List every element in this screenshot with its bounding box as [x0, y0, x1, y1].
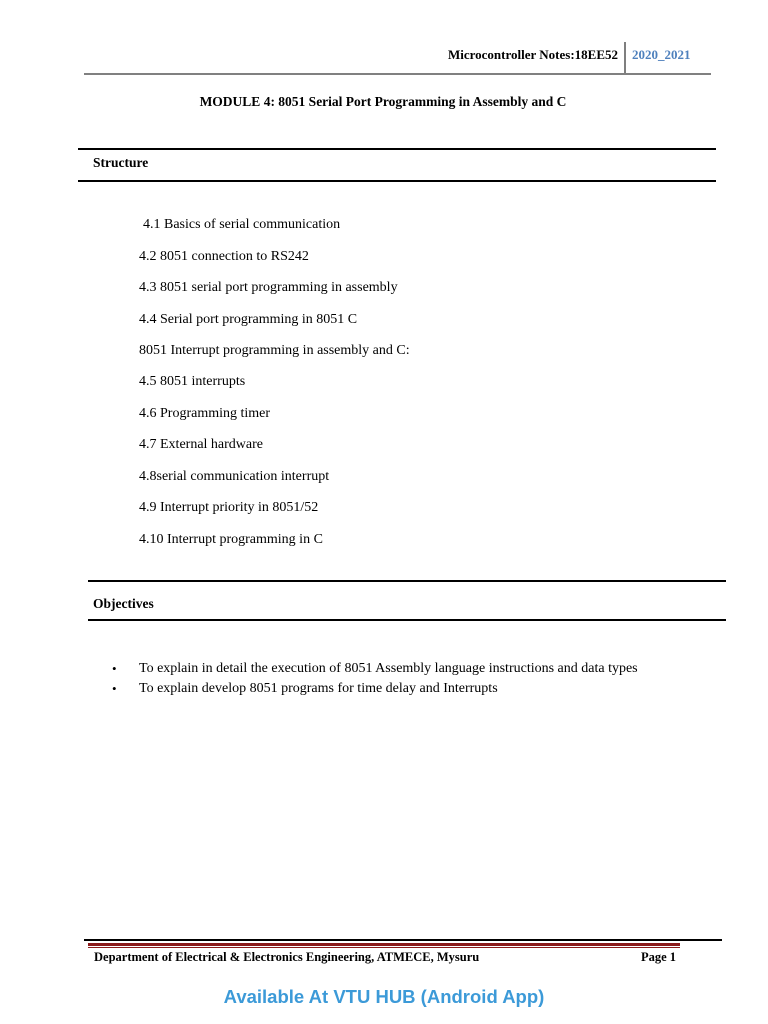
footer-rule-top — [84, 939, 722, 941]
structure-item: 4.10 Interrupt programming in C — [139, 532, 323, 547]
objectives-top-rule — [88, 580, 726, 582]
objective-item — [112, 679, 682, 699]
header-notes-title: Microcontroller Notes:18EE52 — [447, 47, 618, 62]
footer-app-banner: Available At VTU HUB (Android App) — [223, 986, 545, 1007]
structure-heading: Structure — [93, 155, 149, 170]
structure-item: 4.2 8051 connection to RS242 — [139, 249, 309, 264]
structure-item: 4.6 Programming timer — [139, 406, 271, 421]
structure-item: 4.3 8051 serial port programming in assembly — [139, 280, 398, 295]
footer-rule-thin — [88, 947, 680, 948]
footer-rule-thick — [88, 943, 680, 946]
bullet-icon: • — [112, 661, 117, 676]
header-divider — [624, 42, 626, 74]
objectives-bottom-rule — [88, 619, 726, 621]
bullet-icon: • — [112, 681, 117, 696]
module-title — [0, 94, 768, 110]
footer-department: Department of Electrical & Electronics Engineering, ATMECE, Mysuru — [94, 950, 480, 964]
objectives-list — [112, 659, 682, 699]
structure-bottom-rule — [78, 180, 716, 182]
header-rule — [84, 73, 711, 75]
structure-item: 4.8serial communication interrupt — [139, 469, 330, 484]
footer-page-number: Page 1 — [640, 950, 676, 964]
structure-item: 4.7 External hardware — [139, 437, 263, 452]
structure-item: 8051 Interrupt programming in assembly and C: — [139, 343, 410, 358]
objectives-heading: Objectives — [93, 596, 154, 611]
objective-text: To explain in detail the execution of 8051 Assembly language instructions and data types — [139, 661, 638, 676]
structure-item: 4.9 Interrupt priority in 8051/52 — [139, 500, 319, 515]
objective-text: To explain develop 8051 programs for time delay and Interrupts — [139, 681, 498, 696]
structure-item: 4.1 Basics of serial communication — [143, 217, 341, 232]
structure-item: 4.5 8051 interrupts — [139, 374, 246, 389]
structure-item: 4.4 Serial port programming in 8051 C — [139, 312, 358, 327]
module-title-text: MODULE 4: 8051 Serial Port Programming in Assembly and C — [199, 94, 567, 109]
objective-item — [112, 659, 682, 679]
structure-top-rule — [78, 148, 716, 150]
header-year: 2020_2021 — [632, 47, 691, 62]
